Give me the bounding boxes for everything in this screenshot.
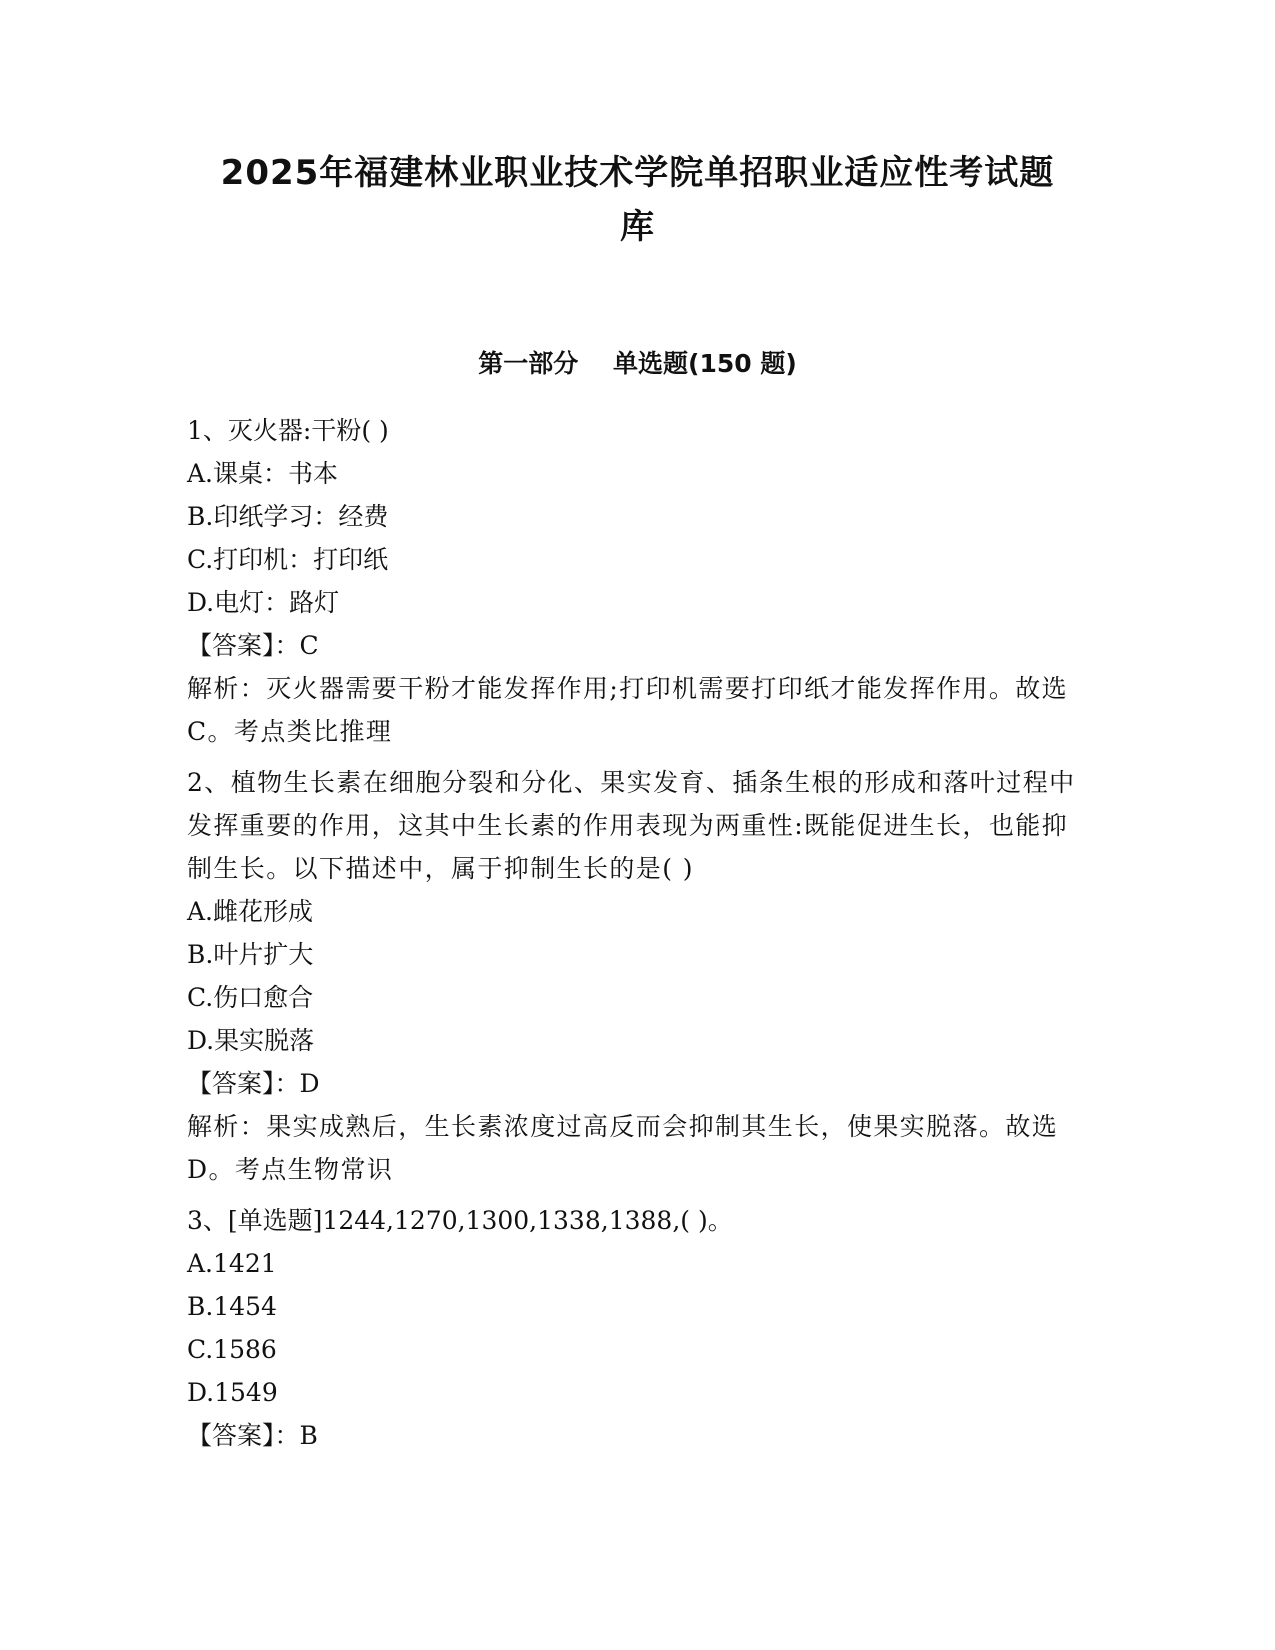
option-b: B.叶片扩大	[187, 940, 314, 969]
section-title: 第一部分 单选题(150 题)	[478, 349, 797, 378]
option-d: D.电灯：路灯	[187, 588, 340, 617]
option-d: D.果实脱落	[187, 1026, 315, 1055]
answer-key: 【答案】：C	[187, 631, 319, 660]
option-c: C.打印机：打印纸	[187, 545, 389, 574]
option-c: C.1586	[187, 1335, 277, 1364]
title-line-1: 2025年福建林业职业技术学院单招职业适应性考试题	[220, 153, 1055, 193]
question-stem: 2、植物生长素在细胞分裂和分化、果实发育、插条生根的形成和落叶过程中发挥重要的作用，这其中生长素的作用表现为两重性:既能促进生长，也能抑制生长。以下描述中，属于抑制生长的是( )	[187, 768, 1076, 883]
analysis-text: 解析：灭火器需要干粉才能发挥作用;打印机需要打印纸才能发挥作用。故选C。考点类比推理	[187, 674, 1069, 746]
answer-key: 【答案】：D	[187, 1069, 320, 1098]
question-stem: 1、灭火器:干粉( )	[187, 416, 389, 445]
title-line-2: 库	[620, 207, 655, 247]
option-b: B.印纸学习：经费	[187, 502, 389, 531]
question-1	[187, 409, 1087, 753]
question-2	[187, 761, 1087, 1191]
option-d: D.1549	[187, 1378, 278, 1407]
question-3	[187, 1199, 1087, 1457]
analysis-text: 解析：果实成熟后，生长素浓度过高反而会抑制其生长，使果实脱落。故选D。考点生物常识	[187, 1112, 1059, 1184]
option-c: C.伤口愈合	[187, 983, 314, 1012]
question-list	[187, 409, 1087, 1465]
option-a: A.1421	[187, 1249, 277, 1278]
document-title	[150, 146, 1125, 254]
answer-key: 【答案】：B	[187, 1421, 318, 1450]
option-a: A.课桌：书本	[187, 459, 339, 488]
option-a: A.雌花形成	[187, 897, 314, 926]
option-b: B.1454	[187, 1292, 277, 1321]
question-stem: 3、[单选题]1244,1270,1300,1338,1388,( )。	[187, 1206, 733, 1235]
